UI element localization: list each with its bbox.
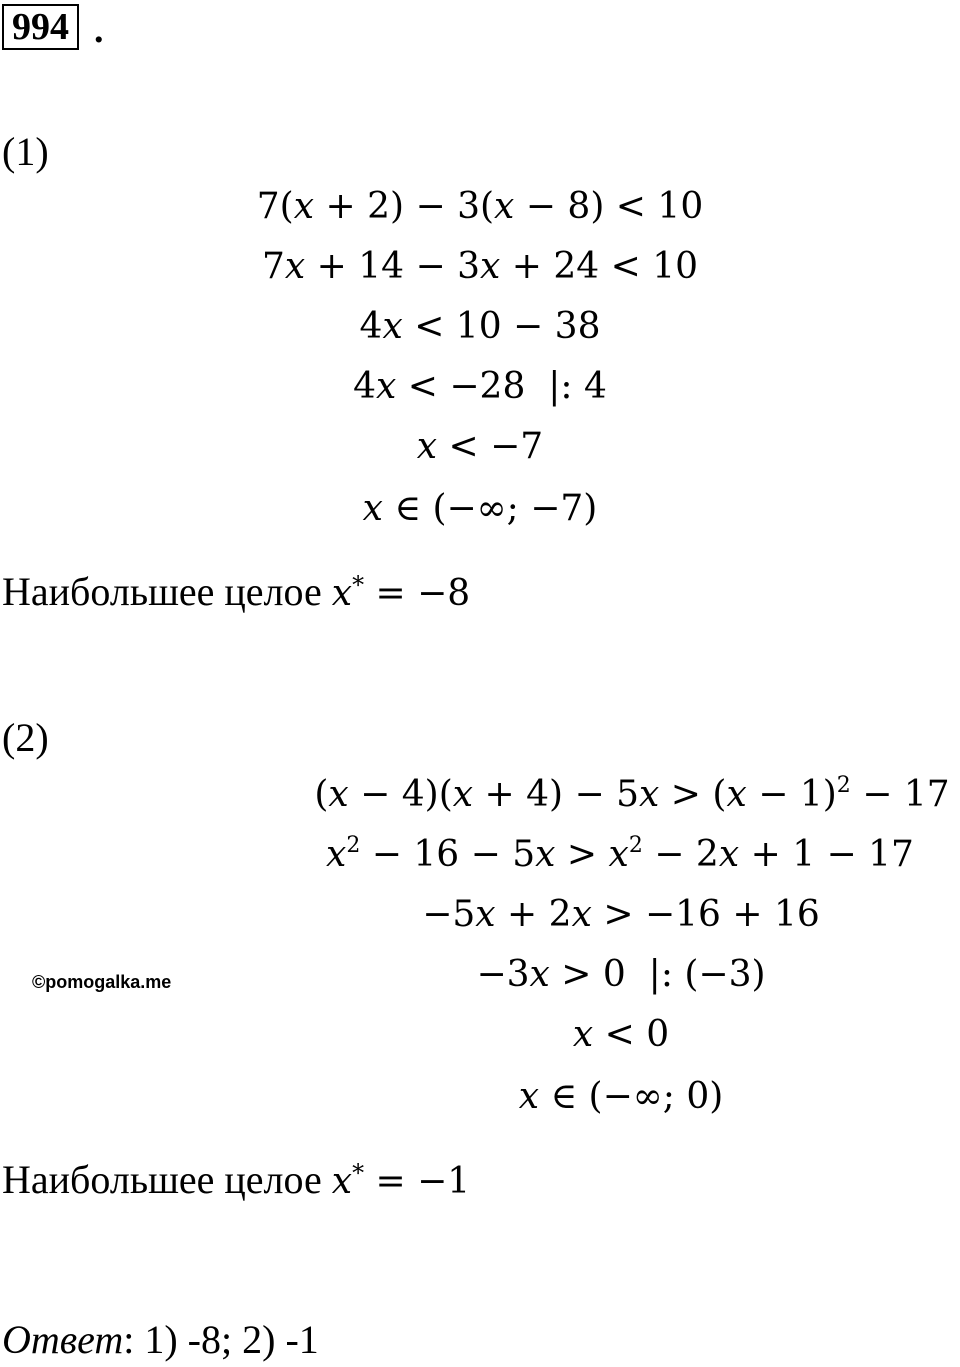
problem-number-dot: . (94, 9, 104, 51)
part-2-result: Наибольшее целое x* = −1 (2, 1157, 471, 1202)
part-2-label: (2) (2, 715, 49, 760)
part-1-line-3: 4x < 10 − 38 (359, 306, 601, 347)
part-1-line-5: x < −7 (416, 426, 544, 467)
part-1-label: (1) (2, 129, 49, 174)
part-2-line-5: x < 0 (572, 1014, 670, 1055)
part-1-result: Наибольшее целое x* = −8 (2, 569, 471, 614)
part-1-line-4: 4x < −28 |: 4 (353, 366, 607, 407)
part-2-line-2: $x^2 - 16 - 5x > x^2 - 2x + 1 - 17$ (326, 833, 914, 875)
part-1-line-1: 7(x + 2) − 3(x − 8) < 10 (256, 186, 704, 227)
part-2-line-6: x ∈ (−∞; 0) (518, 1076, 724, 1117)
part-2-line-3: −5x + 2x > −16 + 16 (422, 894, 820, 935)
watermark: ©pomogalka.me (32, 972, 172, 992)
part-2-line-1: $(x - 4)(x + 4) - 5x > (x - 1)^2 - 17$ (314, 773, 950, 815)
part-2-line-4: −3x > 0 |: (−3) (476, 954, 766, 995)
part-1-line-6: x ∈ (−∞; −7) (362, 488, 598, 529)
answer: Ответ: 1) -8; 2) -1 (2, 1317, 319, 1362)
problem-number: 994 (2, 4, 79, 50)
part-1-line-2: 7x + 14 − 3x + 24 < 10 (261, 246, 699, 287)
